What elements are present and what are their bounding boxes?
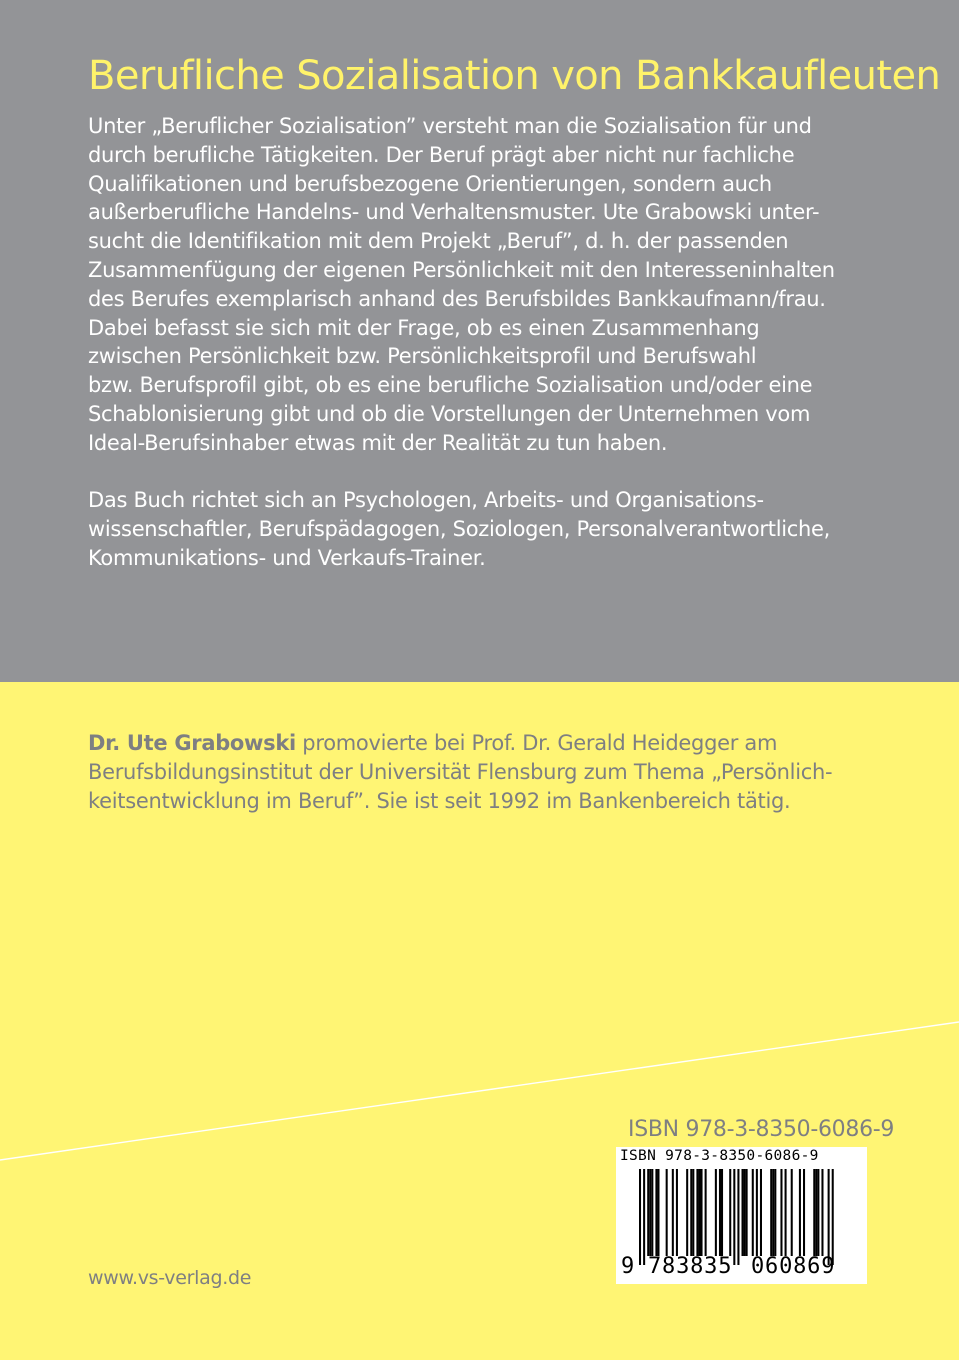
author-name: Dr. Ute Grabowski xyxy=(88,731,296,755)
barcode-bar xyxy=(721,1169,723,1256)
text-line: Das Buch richtet sich an Psychologen, Arbeits- und Organisations- xyxy=(88,488,764,512)
barcode-isbn-text: ISBN 978-3-8350-6086-9 xyxy=(620,1148,819,1164)
barcode-bar xyxy=(770,1169,772,1256)
barcode-bar xyxy=(760,1169,762,1256)
author-bio xyxy=(88,729,832,815)
barcode-bar xyxy=(690,1169,692,1256)
barcode-bar xyxy=(698,1169,700,1256)
barcode-bar xyxy=(666,1169,668,1256)
audience-paragraph xyxy=(88,486,830,572)
barcode-bar xyxy=(701,1169,703,1256)
barcode-bar xyxy=(828,1169,830,1265)
barcode-bar xyxy=(715,1169,717,1256)
barcode-bar xyxy=(647,1169,649,1256)
text-line: zwischen Persönlichkeit bzw. Persönlichkeitsprofil und Berufswahl xyxy=(88,344,757,369)
text-line: Ideal-Berufsinhaber etwas mit der Realität zu tun haben. xyxy=(88,430,668,455)
ean-right-group: 060869 xyxy=(751,1254,836,1279)
bio-line xyxy=(88,729,832,758)
barcode-bar xyxy=(785,1169,787,1256)
barcode-bar xyxy=(651,1169,653,1256)
barcode-bar xyxy=(672,1169,674,1256)
barcode-bar xyxy=(832,1169,834,1265)
barcode-bar xyxy=(772,1169,774,1256)
text-line: des Berufes exemplarisch anhand des Berufsbildes Bankkaufmann/frau. xyxy=(88,286,826,311)
barcode-bar xyxy=(799,1169,801,1256)
bio-line: keitsentwicklung im Beruf”. Sie ist seit 1992 im Bankenbereich tätig. xyxy=(88,788,791,813)
barcode-bar xyxy=(729,1169,731,1256)
barcode-bar xyxy=(643,1169,645,1265)
text-line: Unter „Beruflicher Sozialisation” versteht man die Sozialisation für und xyxy=(88,114,812,138)
bio-text: promovierte bei Prof. Dr. Gerald Heidegger am xyxy=(295,731,778,755)
barcode-bar xyxy=(733,1169,735,1265)
text-line: Kommunikations- und Verkaufs-Trainer. xyxy=(88,545,486,570)
barcode-bar xyxy=(813,1169,815,1256)
isbn-label: ISBN 978-3-8350-6086-9 xyxy=(628,1117,895,1142)
text-line: Schablonisierung gibt und ob die Vorstellungen der Unternehmen vom xyxy=(88,401,811,426)
text-line: Dabei befasst sie sich mit der Frage, ob es einen Zusammenhang xyxy=(88,315,760,340)
barcode-bar xyxy=(756,1169,758,1256)
text-line: Qualifikationen und berufsbezogene Orientierungen, sondern auch xyxy=(88,171,772,196)
barcode-bar xyxy=(791,1169,793,1256)
barcode-bar xyxy=(676,1169,678,1256)
text-line: sucht die Identifikation mit dem Projekt „Beruf”, d. h. der passenden xyxy=(88,229,789,254)
barcode-bar xyxy=(719,1169,721,1256)
barcode-bar xyxy=(737,1169,739,1265)
barcode-bar xyxy=(803,1169,805,1256)
barcode-bar xyxy=(655,1169,657,1256)
ean-left-group: 783835 xyxy=(648,1254,733,1279)
barcode-bar xyxy=(649,1169,651,1256)
text-line: Zusammenfügung der eigenen Persönlichkeit mit den Interesseninhalten xyxy=(88,257,835,282)
barcode-bar xyxy=(692,1169,694,1256)
barcode-bar xyxy=(821,1169,823,1256)
barcode-bar xyxy=(780,1169,782,1256)
barcode-bar xyxy=(815,1169,817,1256)
bio-line: Berufsbildungsinstitut der Universität Flensburg zum Thema „Persönlich- xyxy=(88,759,833,784)
barcode-bar xyxy=(746,1169,748,1256)
barcode-bar xyxy=(752,1169,754,1256)
barcode-bar xyxy=(657,1169,659,1256)
barcode-bar xyxy=(639,1169,641,1265)
text-line: bzw. Berufsprofil gibt, ob es eine berufliche Sozialisation und/oder eine xyxy=(88,373,813,398)
isbn-barcode xyxy=(616,1147,867,1284)
text-line: außerberufliche Handelns- und Verhaltensmuster. Ute Grabowski unter- xyxy=(88,200,820,225)
barcode-bar xyxy=(686,1169,688,1256)
barcode-bar xyxy=(705,1169,707,1256)
publisher-url: www.vs-verlag.de xyxy=(88,1267,252,1289)
barcode-bar xyxy=(744,1169,746,1256)
book-title: Berufliche Sozialisation von Bankkaufleuten xyxy=(88,53,941,99)
barcode-bar xyxy=(742,1169,744,1256)
text-line: wissenschaftler, Berufspädagogen, Soziologen, Personalverantwortliche, xyxy=(88,516,831,541)
barcode-bar xyxy=(817,1169,819,1256)
ean-first-digit: 9 xyxy=(621,1254,635,1279)
barcode-bar xyxy=(696,1169,698,1256)
barcode-bar xyxy=(774,1169,776,1256)
description-paragraph xyxy=(88,112,835,458)
text-line: durch berufliche Tätigkeiten. Der Beruf prägt aber nicht nur fachliche xyxy=(88,142,795,167)
